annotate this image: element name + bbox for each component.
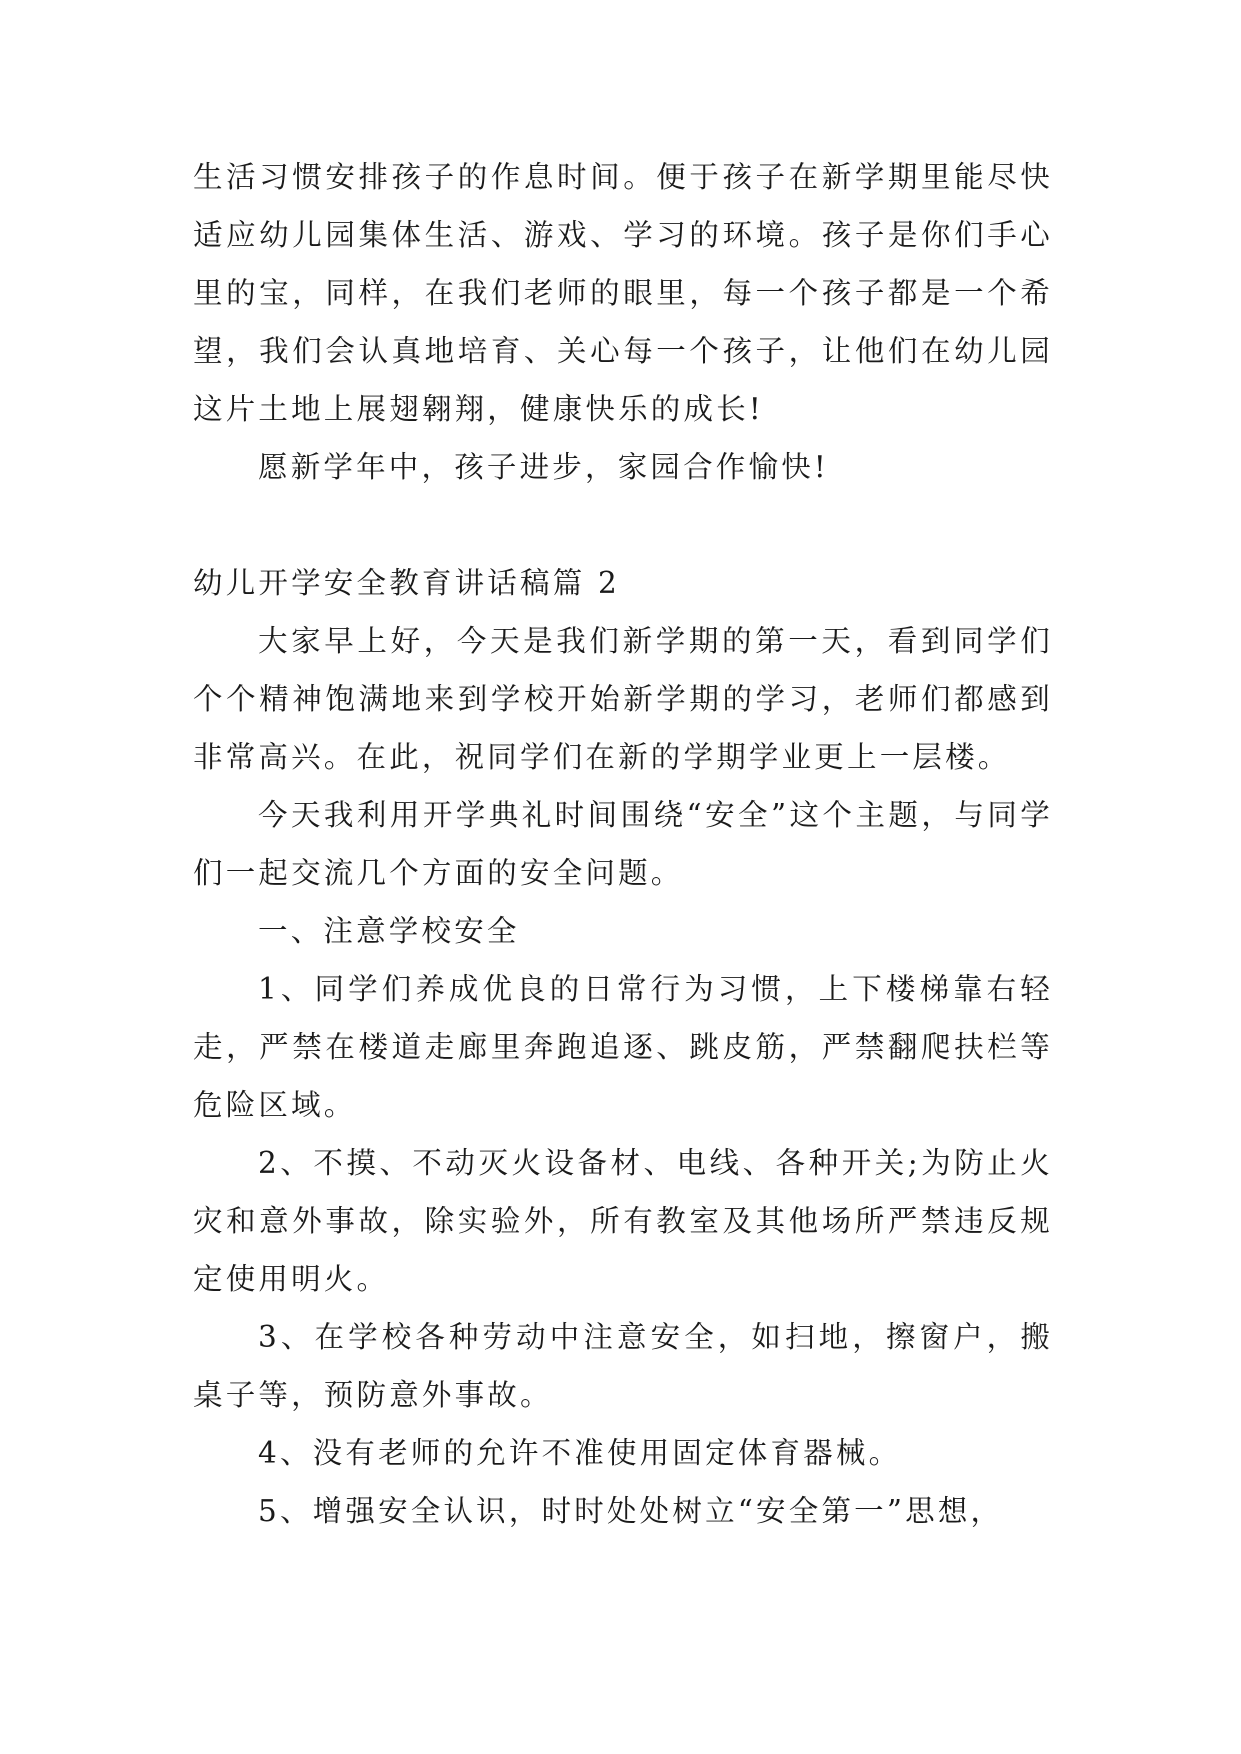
list-item-2: 2、不摸、不动灭火设备材、电线、各种开关;为防止火灾和意外事故，除实验外，所有教室及其他场所严禁违反规定使用明火。	[193, 1146, 1053, 1296]
paragraph-greeting: 大家早上好，今天是我们新学期的第一天，看到同学们个个精神饱满地来到学校开始新学期的学习，老师们都感到非常高兴。在此，祝同学们在新的学期学业更上一层楼。	[193, 624, 1053, 774]
paragraph-continued: 生活习惯安排孩子的作息时间。便于孩子在新学期里能尽快适应幼儿园集体生活、游戏、学习的环境。孩子是你们手心里的宝，同样，在我们老师的眼里，每一个孩子都是一个希望，我们会认真地培育、关心每一个孩子，让他们在幼儿园这片土地上展翅翱翔，健康快乐的成长!	[193, 160, 1053, 426]
paragraph-wish: 愿新学年中，孩子进步，家园合作愉快!	[258, 450, 829, 484]
section-title: 幼儿开学安全教育讲话稿篇 2	[193, 566, 620, 600]
document-body	[193, 148, 1053, 1540]
paragraph-topic: 今天我利用开学典礼时间围绕“安全”这个主题，与同学们一起交流几个方面的安全问题。	[193, 798, 1053, 890]
list-item-4: 4、没有老师的允许不准使用固定体育器械。	[258, 1436, 902, 1470]
list-item-5: 5、增强安全认识，时时处处树立“安全第一”思想，	[258, 1494, 1004, 1528]
subheading-school-safety: 一、注意学校安全	[258, 914, 520, 948]
section-spacer	[193, 496, 1053, 554]
list-item-1: 1、同学们养成优良的日常行为习惯，上下楼梯靠右轻走，严禁在楼道走廊里奔跑追逐、跳皮筋，严禁翻爬扶栏等危险区域。	[193, 972, 1053, 1122]
list-item-3: 3、在学校各种劳动中注意安全，如扫地，擦窗户，搬桌子等，预防意外事故。	[193, 1320, 1053, 1412]
